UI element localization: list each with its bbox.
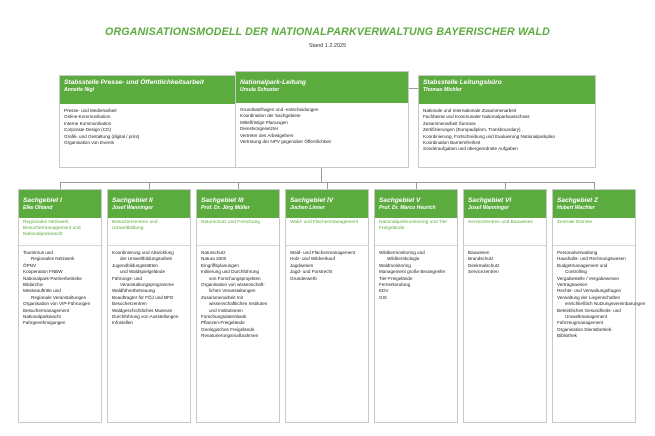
- task-item: Bauwesen: [468, 250, 490, 255]
- task-item: Corporate Design (CD): [64, 127, 111, 133]
- task-list: [60, 104, 236, 146]
- task-list: [236, 103, 408, 145]
- task-list: [419, 104, 595, 153]
- task-item: GIS: [379, 294, 387, 300]
- task-item: Denkmalschutz: [468, 262, 500, 268]
- task-item: Rechts- und Verwaltungsfragen: [557, 288, 622, 294]
- sachgebiet-box: [374, 189, 458, 423]
- sachgebiet-box: [196, 189, 280, 423]
- task-item: lichen Veranstaltungen: [209, 288, 256, 294]
- task-item: Koordination der Sachgebiete: [240, 113, 301, 119]
- sachgebiet-heading: Sachgebiet IV: [290, 197, 334, 204]
- task-item: Forschungsdatenbank: [201, 314, 247, 320]
- task-item: Organisation von wissenschaft-: [201, 282, 265, 288]
- task-item: Umweltmanagement: [565, 314, 608, 320]
- task-item: Tier-Freigelände: [379, 275, 413, 281]
- task-item: EDV: [379, 288, 389, 294]
- task-item: Eingriffsplanungen: [201, 262, 239, 268]
- sachgebiet-header: [286, 190, 368, 218]
- sachgebiet-focus: Besucherzentren und Umweltbildung: [112, 220, 158, 231]
- sachgebiet-focus: Servicezentren und Bauwesen: [468, 220, 534, 225]
- task-list: [553, 246, 646, 340]
- task-item: Wildtiermonitoring und: [379, 250, 425, 255]
- task-item: Naturschutz: [201, 250, 226, 255]
- task-item: Beauftragter für FÖJ und BFD: [112, 294, 174, 300]
- sachgebiet-header: [375, 190, 457, 218]
- task-item: wissenschaftlichen Instituten: [209, 301, 268, 307]
- task-item: Pflanzen-Freigelände: [201, 320, 245, 326]
- unit-person: Annette Nigl: [64, 87, 94, 93]
- sachgebiet-header: [19, 190, 101, 218]
- task-item: Presse- und Medienarbeit: [64, 108, 117, 113]
- task-item: Brandschutz: [468, 256, 494, 262]
- task-item: Betriebliches Gesundheits- und: [557, 307, 621, 313]
- task-item: Dienstvorgesetzter: [240, 126, 279, 132]
- task-item: Holz- und Wildverkauf: [290, 256, 335, 262]
- unit-heading: Nationalpark-Leitung: [240, 79, 306, 86]
- task-item: und Institutionen: [209, 307, 243, 313]
- task-item: Zertifizierungen (Europadiplom, Transboundary): [423, 127, 521, 133]
- sachgebiet-header: [108, 190, 190, 218]
- task-item: Natura 2000: [201, 256, 227, 262]
- unit-header: [60, 76, 236, 104]
- task-item: Bildarchiv: [23, 282, 43, 288]
- task-item: Besucherzentren: [112, 301, 147, 307]
- task-item: Jagdwesen: [290, 262, 314, 268]
- chart-title: ORGANISATIONSMODELL DER NATIONALPARKVERWALTUNG BAYERISCHER WALD: [105, 26, 550, 38]
- task-item: Organisation Dienstbetrieb: [557, 326, 612, 332]
- task-item: Mittelfristige Planungen: [240, 119, 288, 125]
- task-item: Vergabestelle / Vergabewesen: [557, 275, 620, 281]
- sachgebiet-focus: Wald- und Flächenmanagement: [290, 220, 359, 225]
- task-item: Tourismus und: [23, 250, 53, 255]
- task-item: Personalverwaltung: [557, 250, 598, 255]
- task-item: Online-Kommunikation: [64, 114, 111, 120]
- sachgebiet-person: Hubert Wachter: [557, 205, 595, 211]
- task-item: Kooperation FNBW: [23, 269, 63, 275]
- unit-leitung: [235, 71, 409, 168]
- task-item: Fahrgenehmigungen: [23, 320, 66, 326]
- task-item: von Forschungsprojekten: [209, 275, 261, 281]
- task-item: Durchführung von Ausstellungen: [112, 314, 179, 320]
- chart-subtitle: Stand 1.2.2025: [308, 43, 347, 49]
- task-item: Waldgeschichtliches Museum: [112, 307, 173, 313]
- task-item: Messeauftritte und: [23, 288, 61, 294]
- sachgebiet-box: [463, 189, 547, 423]
- sachgebiet-focus: Nationalparkmonitoring und Tier-Freigelände: [379, 220, 449, 231]
- task-item: Zusammenarbeit mit: [201, 294, 243, 300]
- task-item: und Waldspielgelände: [120, 269, 166, 275]
- task-item: Nationalparkwacht: [23, 314, 61, 320]
- task-item: Veranstaltungsprogramme: [120, 282, 174, 288]
- sachgebiet-person: Jochen Linner: [290, 205, 325, 211]
- sachgebiet-header: [553, 190, 635, 218]
- sachgebiet-header: [464, 190, 546, 218]
- task-item: Waldführerbetreuung: [112, 288, 155, 294]
- task-list: [464, 246, 546, 276]
- sachgebiet-focus: Naturschutz und Forschung: [201, 220, 260, 225]
- sachgebiet-heading: Sachgebiet III: [201, 197, 244, 204]
- sachgebiet-box: [18, 189, 102, 423]
- task-item: Vertreter des Arbeitgebers: [240, 132, 294, 138]
- task-item: Grundsatzfragen und -entscheidungen: [240, 107, 319, 112]
- sachgebiet-heading: Sachgebiet Z: [557, 197, 599, 204]
- task-item: Grafik- und Gestaltung (digital / print): [64, 133, 140, 139]
- sachgebiet-box: [285, 189, 369, 423]
- task-item: Haushalts- und Rechnungswesen: [557, 256, 626, 262]
- unit-heading: Stabsstelle Leitungsbüro: [423, 79, 502, 86]
- connector-leitung-down: [321, 167, 322, 183]
- task-item: Koordinierung, Fortschreibung und Evaluierung Nationalparkplan: [423, 133, 556, 139]
- task-item: Jagd- und Forstrecht: [290, 269, 333, 275]
- task-item: Verwaltung der Liegenschaften: [557, 294, 621, 300]
- task-item: Waldmonitoring: [379, 262, 411, 268]
- sachgebiet-heading: Sachgebiet II: [112, 197, 153, 204]
- task-item: Fahrzeugmanagement: [557, 320, 604, 326]
- unit-presse: [59, 75, 237, 168]
- sachgebiet-heading: Sachgebiet I: [23, 197, 62, 204]
- task-item: ÖPNV: [23, 262, 37, 268]
- task-item: Interne Kommunikation: [64, 120, 112, 126]
- task-item: Nationale und Internationale Zusammenarbeit: [423, 108, 517, 113]
- task-list: [375, 246, 457, 301]
- task-item: Nationalpark-Partnerbetriebe: [23, 275, 82, 281]
- sachgebiet-person: Prof. Dr. Marco Heurich: [379, 205, 436, 211]
- task-list: [286, 246, 368, 282]
- task-item: Vertragswesen: [557, 282, 588, 288]
- task-item: Wald- und Flächenmanagement: [290, 250, 356, 255]
- task-item: Infostellen: [112, 320, 133, 326]
- task-item: Wildtierökologie: [387, 256, 420, 262]
- task-item: Fachbeirat und Kommunaler Nationalparkausschuss: [423, 114, 530, 120]
- task-item: Organisation von VIP-Führungen: [23, 301, 91, 307]
- task-item: der Umweltbildungsarbeit: [120, 256, 172, 262]
- task-item: Koordination Barrierefreiheit: [423, 140, 481, 146]
- task-item: Regionale Veranstaltungen: [31, 294, 87, 300]
- unit-header: [419, 76, 595, 104]
- unit-leitungsbuero: [418, 75, 596, 168]
- unit-person: Ursula Schuster: [240, 87, 280, 93]
- task-item: Bibliothek: [557, 333, 577, 339]
- sachgebiet-person: Josef Wanninger: [468, 205, 509, 211]
- task-list: [19, 246, 101, 327]
- task-item: Jugendbildungsstätten: [112, 262, 158, 268]
- task-item: Geologisches Freigelände: [201, 326, 255, 332]
- sachgebiet-person: Prof. Dr. Jörg Müller: [201, 205, 250, 211]
- sachgebiet-focus: Zentrale Dienste: [557, 220, 593, 225]
- sachgebiet-person: Elke Ohland: [23, 205, 53, 211]
- unit-header: [236, 72, 408, 103]
- task-item: Organisation von Events: [64, 140, 115, 146]
- task-item: Budgetmanagement und: [557, 262, 608, 268]
- task-item: Initiierung und Durchführung: [201, 269, 259, 275]
- task-item: Renaturierungsmaßnahmen: [201, 333, 259, 339]
- unit-person: Thomas Michler: [423, 87, 462, 93]
- task-item: Führungs- und: [112, 275, 142, 281]
- task-item: Zusammenarbeit Šumava: [423, 120, 476, 126]
- task-item: Vertretung der NPV gegenüber Öffentlichkeit: [240, 139, 331, 145]
- task-list: [197, 246, 279, 340]
- sachgebiet-person: Josef Wanninger: [112, 205, 153, 211]
- task-item: Grunderwerb: [290, 275, 317, 281]
- unit-heading: Stabsstelle Presse- und Öffentlichkeitsarbeit: [64, 79, 204, 86]
- sachgebiet-heading: Sachgebiet VI: [468, 197, 512, 204]
- sachgebiet-heading: Sachgebiet V: [379, 197, 421, 204]
- task-list: [108, 246, 190, 327]
- sachgebiet-focus: Regionales Netzwerk, Besuchermanagement und Nationalparkwacht: [23, 220, 81, 237]
- task-item: Besuchermanagement: [23, 307, 70, 313]
- task-item: Servicezentren: [468, 269, 499, 275]
- task-item: Regionales Netzwerk: [31, 256, 75, 262]
- task-item: Koordinierung und Abwicklung: [112, 250, 174, 255]
- task-item: Sonderaufgaben und übergeordnete Aufgaben: [423, 146, 518, 152]
- sachgebiet-box: [107, 189, 191, 423]
- task-item: einschließlich Nutzungsvereinbarungen: [565, 301, 646, 307]
- task-item: Fernerkundung: [379, 282, 411, 288]
- task-item: Controlling: [565, 269, 587, 275]
- task-item: Management große Beutegreifer: [379, 269, 446, 275]
- sachgebiet-box: [552, 189, 646, 423]
- sachgebiet-header: [197, 190, 279, 218]
